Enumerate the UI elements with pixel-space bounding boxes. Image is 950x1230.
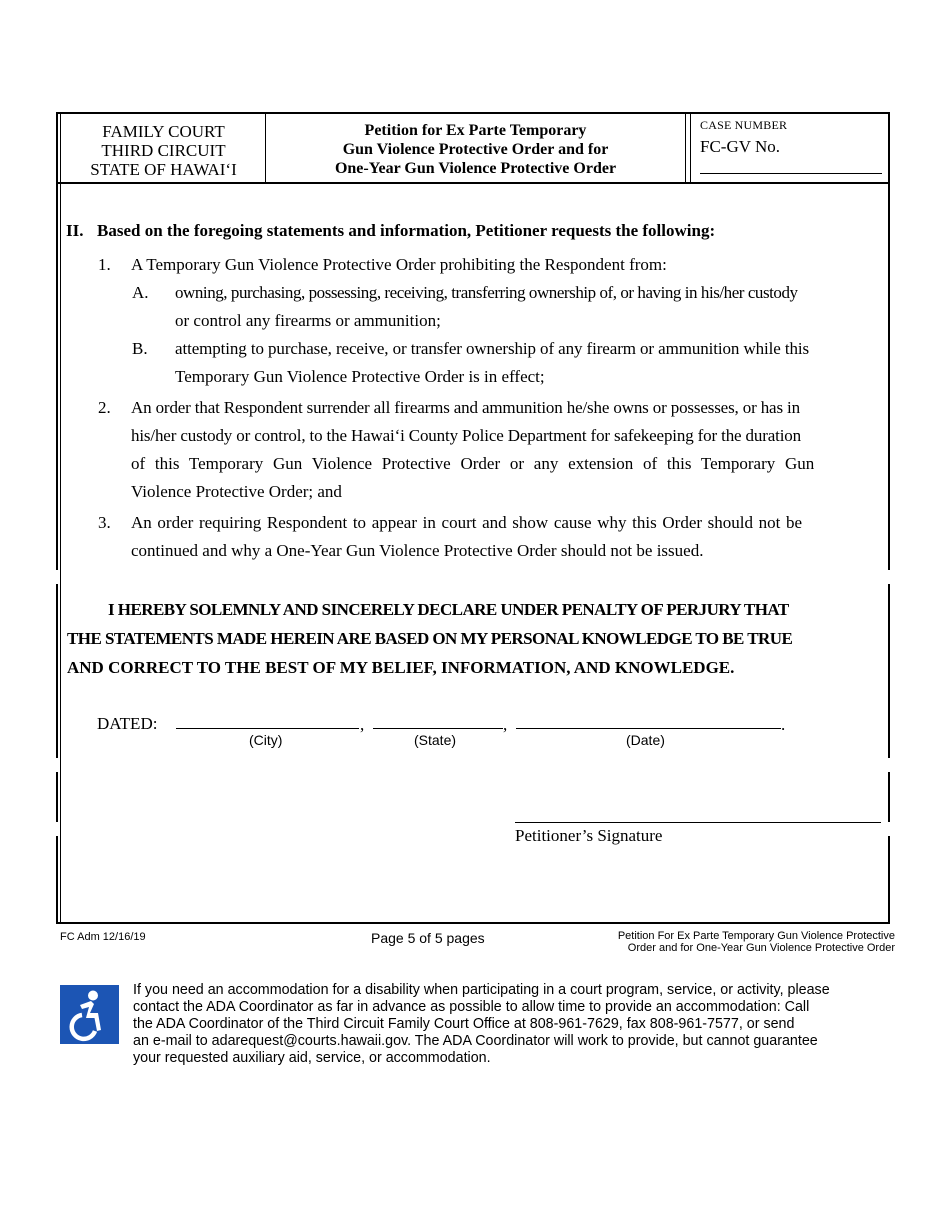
case-number-label: CASE NUMBER: [700, 118, 788, 132]
document-title: [266, 114, 686, 182]
item-2-number: 2.: [98, 398, 111, 417]
item-1a-line-2: or control any firearms or ammunition;: [175, 311, 441, 330]
border-gap: [887, 758, 891, 772]
title-line-1: Petition for Ex Parte Temporary: [364, 122, 587, 139]
declaration-line-3: AND CORRECT TO THE BEST OF MY BELIEF, INFORMATION, AND KNOWLEDGE.: [67, 658, 735, 677]
item-3-line-1: An order requiring Respondent to appear in court and show cause why this Order should not be: [131, 513, 803, 532]
form-inner-border: [60, 114, 61, 922]
item-2-line-3: of this Temporary Gun Violence Protective Order or any extension of this Temporary Gun: [131, 454, 815, 473]
item-1a-line-1: owning, purchasing, possessing, receiving, transferring ownership of, or having in his/her custody: [175, 283, 798, 302]
state-field[interactable]: [373, 728, 503, 729]
date-caption: (Date): [626, 732, 665, 748]
border-gap: [55, 570, 59, 584]
border-gap: [55, 822, 59, 836]
petition-form: [56, 112, 890, 924]
footer-title-line-1: Petition For Ex Parte Temporary Gun Violence Protective: [617, 930, 895, 942]
ada-line-3: the ADA Coordinator of the Third Circuit Family Court Office at 808-961-7629, fax 808-961-7577, or send: [133, 1016, 795, 1032]
item-1a-letter: A.: [132, 283, 149, 302]
item-2-line-1: An order that Respondent surrender all firearms and ammunition he/she owns or possesses, or has in: [131, 398, 800, 417]
city-comma: ,: [360, 715, 365, 734]
accessibility-icon-graphic: [60, 985, 119, 1044]
ada-line-4: an e-mail to adarequest@courts.hawaii.gov. The ADA Coordinator will work to provide, but cannot guarantee: [133, 1033, 818, 1049]
dated-label: DATED:: [97, 714, 158, 733]
date-period: .: [781, 715, 786, 734]
ada-line-5: your requested auxiliary aid, service, or accommodation.: [133, 1050, 491, 1066]
item-2-line-2: his/her custody or control, to the Hawai‘i County Police Department for safekeeping for the duration: [131, 426, 802, 445]
item-1b-line-2: Temporary Gun Violence Protective Order is in effect;: [175, 367, 545, 386]
declaration-line-2: THE STATEMENTS MADE HEREIN ARE BASED ON MY PERSONAL KNOWLEDGE TO BE TRUE: [67, 629, 793, 648]
footer-title-line-2: Order and for One-Year Gun Violence Protective Order: [627, 942, 895, 954]
court-line-3: STATE OF HAWAI‘I: [90, 160, 237, 179]
section-heading: Based on the foregoing statements and information, Petitioner requests the following:: [97, 221, 716, 240]
item-3-number: 3.: [98, 513, 111, 532]
title-line-3: One-Year Gun Violence Protective Order: [334, 160, 617, 177]
border-gap: [887, 570, 891, 584]
city-field[interactable]: [176, 728, 359, 729]
case-number-prefix: FC-GV No.: [700, 137, 780, 156]
item-1-text: A Temporary Gun Violence Protective Order prohibiting the Respondent from:: [131, 255, 667, 274]
border-gap: [55, 758, 59, 772]
border-gap: [887, 822, 891, 836]
ada-notice: [133, 982, 894, 1067]
section-number: II.: [66, 221, 84, 240]
item-1-number: 1.: [98, 255, 111, 274]
item-1b-line-1: attempting to purchase, receive, or transfer ownership of any firearm or ammunition while this: [175, 339, 810, 358]
ada-line-2: contact the ADA Coordinator as far in advance as possible to allow time to provide an accommodation: Call: [133, 999, 810, 1015]
page-number: Page 5 of 5 pages: [371, 930, 485, 946]
item-1b-letter: B.: [132, 339, 148, 358]
form-header: [58, 114, 888, 184]
accessibility-icon: [60, 985, 119, 1044]
court-line-2: THIRD CIRCUIT: [101, 141, 226, 160]
city-caption: (City): [249, 732, 283, 748]
signature-caption: Petitioner’s Signature: [515, 826, 663, 845]
title-line-2: Gun Violence Protective Order and for: [342, 141, 609, 158]
court-line-1: FAMILY COURT: [102, 122, 225, 141]
date-field[interactable]: [516, 728, 781, 729]
ada-line-1: If you need an accommodation for a disability when participating in a court program, service, or activity, please: [133, 982, 830, 998]
case-number-field[interactable]: [700, 173, 882, 174]
form-id: FC Adm 12/16/19: [60, 931, 146, 943]
footer-title: [560, 930, 895, 954]
item-2-line-4: Violence Protective Order; and: [131, 482, 342, 501]
state-comma: ,: [503, 715, 508, 734]
item-3-line-2: continued and why a One-Year Gun Violence Protective Order should not be issued.: [131, 541, 704, 560]
declaration-line-1: I HEREBY SOLEMNLY AND SINCERELY DECLARE UNDER PENALTY OF PERJURY THAT: [108, 600, 789, 619]
case-number-box: [690, 114, 888, 182]
state-caption: (State): [414, 732, 457, 748]
court-name: [62, 114, 266, 182]
